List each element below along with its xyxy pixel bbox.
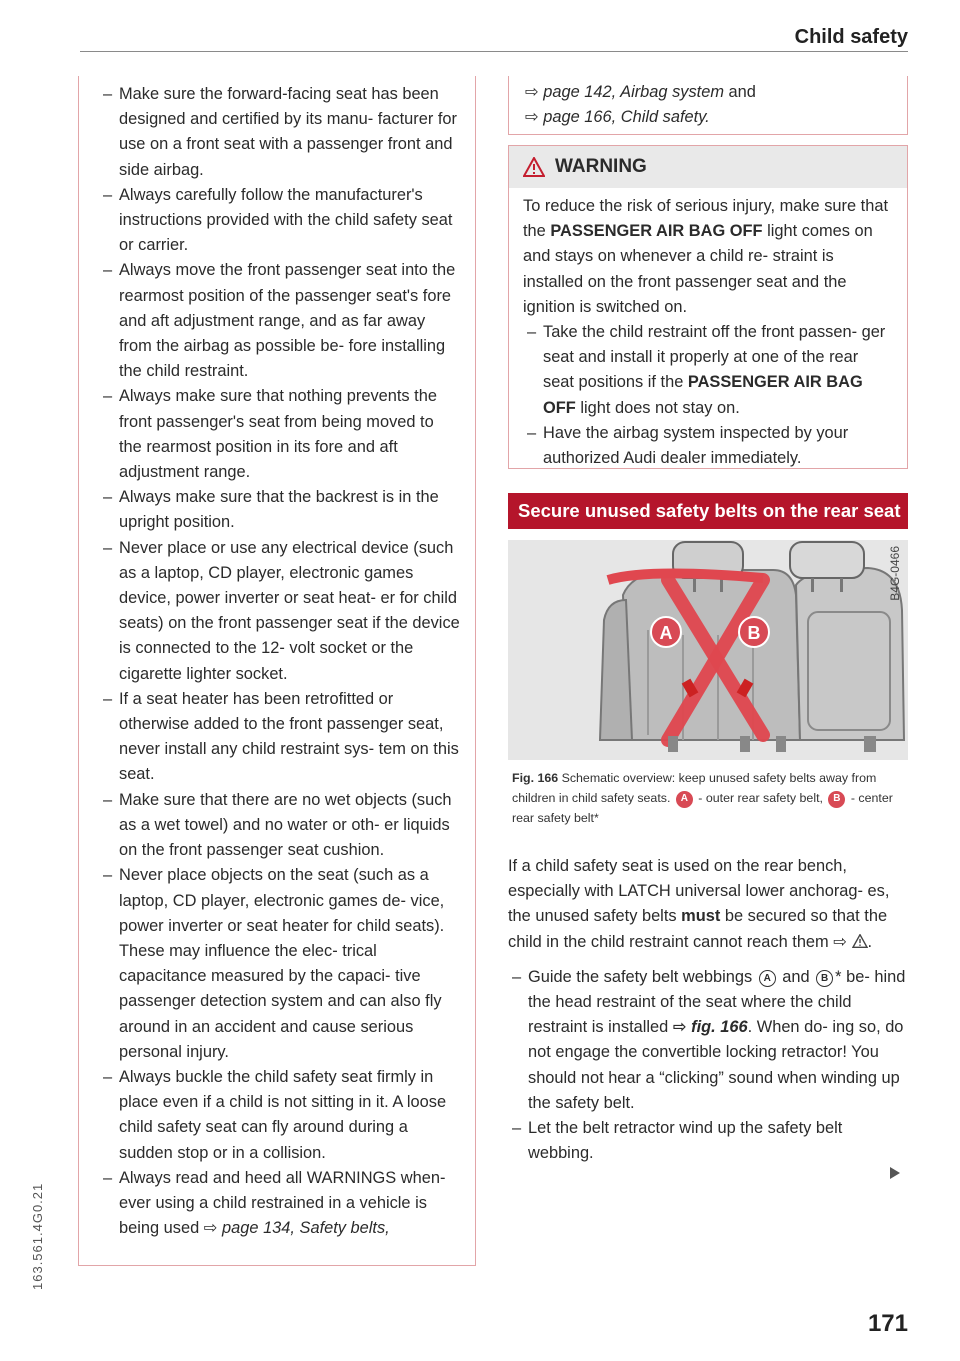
list-item: – Let the belt retractor wind up the safety belt webbing. (508, 1116, 908, 1166)
page-number: 171 (867, 1310, 908, 1337)
text-run: . When do- ing so, do not engage the convertible locking retractor! You should not hear a “clicking” sound when winding up the safety belt. (528, 1018, 904, 1112)
warning-list (99, 82, 461, 1241)
section-body (508, 854, 908, 1166)
warning-steps (523, 320, 893, 471)
figure-rear-seat (508, 540, 908, 760)
text-run: To reduce the risk of serious injury, make sure that the (523, 197, 889, 241)
callout-a-icon: A (759, 970, 776, 987)
warning-triangle-icon (523, 157, 545, 177)
list-item: – If a seat heater has been retrofitted or otherwise added to the front passenger seat, never install any child restraint sys- tem on this seat. (99, 687, 461, 788)
warning-title: WARNING (555, 156, 647, 177)
callout-b-icon: B (816, 970, 833, 987)
caption-text: Schematic overview: keep unused safety belts away from children in child safety seats. (512, 771, 877, 805)
text-run: If a child safety seat is used on the rear bench, especially with LATCH universal lower anchorag- es, the unused safety belts (508, 857, 890, 926)
warning-box (508, 145, 908, 469)
text-run: Guide the safety belt webbings (528, 967, 757, 986)
emphasis: must (681, 907, 721, 926)
callout-a: A (659, 623, 673, 643)
list-item-text: Always read and heed all WARNINGS when- ever using a child restrained in a vehicle is being used (119, 1168, 446, 1238)
list-item: – Always move the front passenger seat into the rearmost position of the passenger seat's fore and aft adjustment range, and as far away from the airbag as possible be- fore installing the child restraint. (99, 258, 461, 384)
indicator-name: PASSENGER AIR BAG OFF (543, 373, 863, 417)
figure-number: Fig. 166 (512, 771, 559, 785)
caption-text: - outer rear safety belt, (694, 791, 827, 805)
rear-seat-illustration (508, 540, 908, 760)
page-header-title: Child safety (794, 26, 908, 48)
list-item (99, 1166, 461, 1242)
list-item: – Have the airbag system inspected by your authorized Audi dealer immediately. (523, 421, 893, 471)
warning-intro (523, 194, 893, 320)
text-run: * be- hind the head restraint of the seat where the child restraint is installed (528, 967, 906, 1037)
cross-reference-link[interactable]: ⇨ fig. 166 (672, 1018, 748, 1037)
list-item: – Always make sure that the backrest is in the upright position. (99, 485, 461, 535)
callout-b: B (747, 623, 761, 643)
callout-b-icon: B (828, 791, 845, 808)
callout-a-icon: A (676, 791, 693, 808)
list-item (523, 320, 893, 421)
text-run: light does not stay on. (575, 398, 740, 417)
text-run: light comes on and stays on whenever a child re- straint is installed on the front passenger seat and the ignition is switched on. (523, 222, 873, 316)
header-divider (80, 51, 908, 52)
warning-body (509, 188, 907, 471)
indicator-name: PASSENGER AIR BAG OFF (550, 222, 763, 241)
cross-reference-link[interactable]: ⇨ page 134, Safety belts, (203, 1219, 390, 1238)
text-run: be secured so that the child in the child restraint cannot reach them ⇨ (508, 907, 888, 951)
list-item: – Never place objects on the seat (such as a laptop, CD player, electronic games de- vice, power inverter or seat heater for child seats). These may influence the elec- trical capacitance measured by the capaci- tive passenger detection system and can also fly around in an accident and cause serious personal injury. (99, 863, 461, 1065)
caption-text: - center rear safety belt* (512, 791, 893, 825)
instruction-list (508, 965, 908, 1167)
document-code: 163.561.4G0.21 (30, 1182, 45, 1290)
continue-arrow-icon (890, 1167, 900, 1179)
list-item: – Always carefully follow the manufacturer's instructions provided with the child safety seat or carrier. (99, 183, 461, 259)
warning-triangle-icon (852, 934, 868, 948)
ref-connector: and (724, 83, 756, 101)
figure-caption (512, 768, 904, 828)
section-heading: Secure unused safety belts on the rear seat (508, 493, 908, 529)
list-item: – Always make sure that nothing prevents the front passenger's seat from being moved to the rearmost position in its fore and aft adjustment range. (99, 384, 461, 485)
warning-header (509, 146, 907, 188)
warning-continuation-box (78, 76, 476, 1266)
figure-code: B4G-0466 (888, 546, 902, 601)
reference-box (508, 76, 908, 135)
list-item (508, 965, 908, 1116)
text-run: Take the child restraint off the front passen- ger seat and install it properly at one of the rear seat positions if the (543, 323, 886, 392)
list-item: – Make sure the forward-facing seat has been designed and certified by its manu- facturer for use on a front seat with a passenger front and side airbag. (99, 82, 461, 183)
list-item: – Always buckle the child safety seat firmly in place even if a child is not sitting in it. A loose child safety seat can fly around during a sudden stop or in a collision. (99, 1065, 461, 1166)
list-item: – Make sure that there are no wet objects (such as a wet towel) and no water or oth- er liquids on the front passenger seat cushion. (99, 788, 461, 864)
cross-reference-link[interactable]: ⇨ page 142, Airbag system (525, 83, 724, 101)
intro-paragraph: If a child safety seat is used on the rear bench, especially with LATCH universal lower anchorag- es, the unused safety belts must be secured so that the child in the child restraint cannot reach them ⇨ . (508, 857, 890, 951)
cross-reference-link[interactable]: ⇨ page 166, Child safety. (525, 108, 710, 127)
text-run: and (777, 967, 815, 986)
list-item: – Never place or use any electrical device (such as a laptop, CD player, electronic games device, power inverter or seat heat- er for child seats) on the front passenger seat if the device is connected to the 12- volt socket or the cigarette lighter socket. (99, 536, 461, 687)
